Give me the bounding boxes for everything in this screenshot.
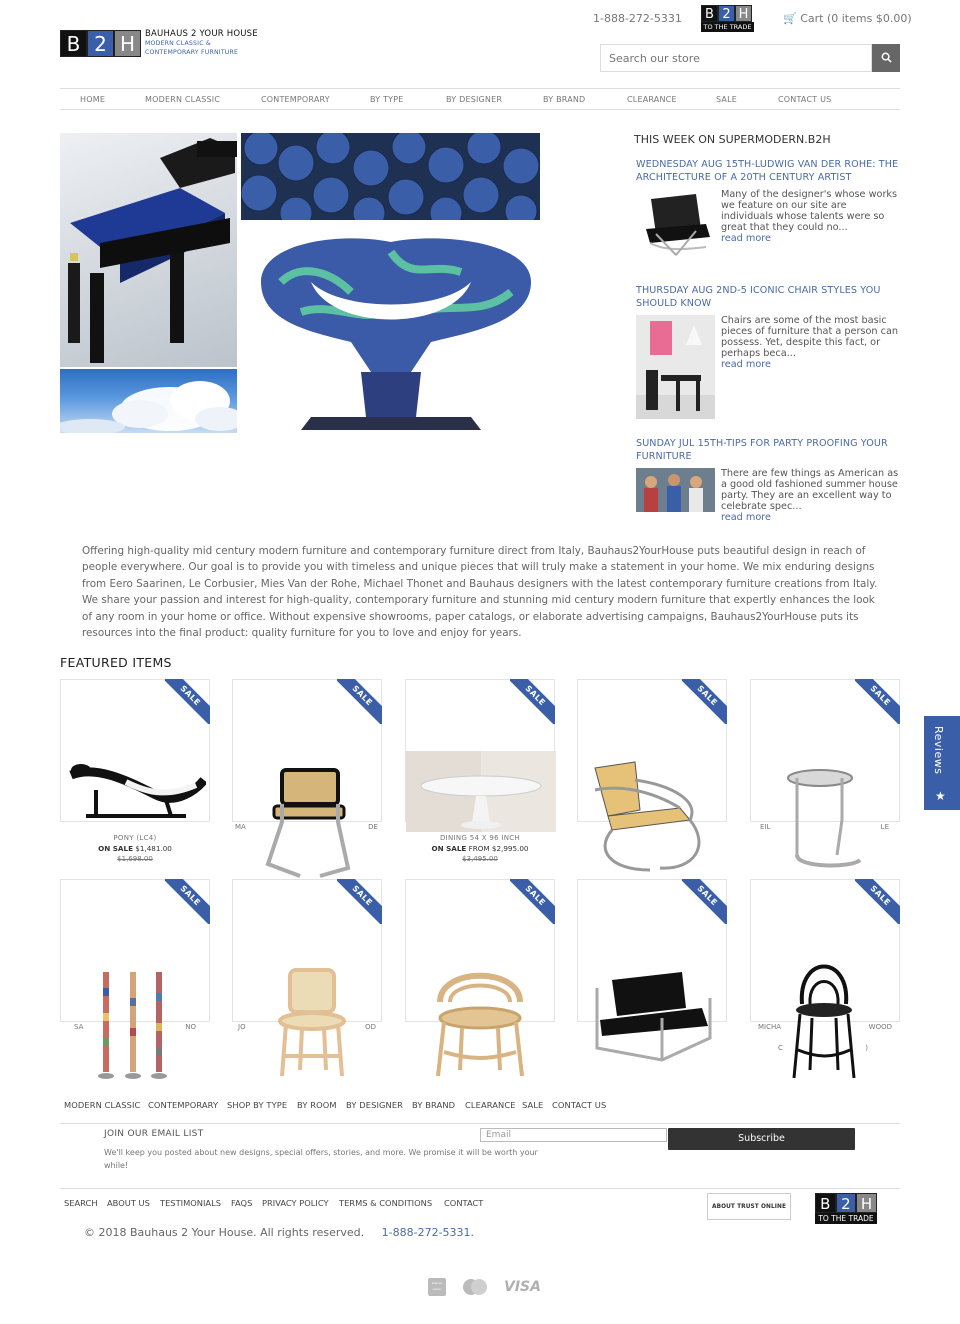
- nav-by-designer[interactable]: BY DESIGNER: [446, 95, 503, 104]
- footer-nav-shop-by-type[interactable]: SHOP BY TYPE: [227, 1100, 288, 1110]
- blog-post: [636, 437, 901, 523]
- footer-nav-sale[interactable]: SALE: [522, 1100, 544, 1110]
- blog-post-title[interactable]: SUNDAY JUL 15TH-TIPS FOR PARTY PROOFING YOUR FURNITURE: [636, 438, 888, 462]
- payment-methods: [428, 1278, 557, 1296]
- product-image-adjustable-table: [782, 760, 864, 870]
- cart-link[interactable]: [783, 12, 912, 25]
- nav-sale[interactable]: SALE: [716, 95, 738, 104]
- hero-image-blueberries[interactable]: [241, 133, 540, 220]
- product-image-cesca-chair: [260, 764, 355, 880]
- trade-logo[interactable]: [701, 5, 754, 32]
- star-icon: ★: [935, 789, 946, 803]
- footer-link-about-us[interactable]: ABOUT US: [107, 1198, 150, 1208]
- email-list-description: We'll keep you posted about new designs, special offers, stories, and more. We promise it will be worth your while!: [104, 1148, 538, 1170]
- original-price: $1,698.00: [117, 855, 153, 863]
- product-image-mr-armchair: [590, 760, 710, 875]
- product-image-thonet-armchair: [430, 962, 530, 1080]
- product-card[interactable]: [60, 679, 210, 822]
- product-name-partial-left: MA: [235, 823, 246, 831]
- product-name-partial-left: MICHA: [758, 1023, 782, 1031]
- footer-nav-by-brand[interactable]: BY BRAND: [412, 1100, 456, 1110]
- divider: [60, 1188, 900, 1189]
- blog-post-title[interactable]: WEDNESDAY AUG 15TH-LUDWIG VAN DER ROHE: THE ARCHITECTURE OF A 20TH CENTURY ARTIST: [636, 159, 899, 183]
- mastercard-icon: [462, 1278, 488, 1296]
- nav-modern-classic[interactable]: MODERN CLASSIC: [145, 95, 221, 104]
- logo-text: [145, 30, 258, 57]
- footer-link-privacy-policy[interactable]: PRIVACY POLICY: [262, 1198, 329, 1208]
- about-paragraph: Offering high-quality mid century modern furniture and contemporary furniture direct from Italy, Bauhaus2YourHouse puts beautiful design in reach of people everywhere. Our goal is to provide you with timeless and unique pieces that will truly make a statement in your home. We mix enduring designs from Eero Saarinen, Le Corbusier, Mies Van der Rohe, Michael Thonet and Bauhaus designers with the latest contemporary furniture creations from Italy. We share your passion and interest for high-quality, contemporary furniture and stunning mid century modern furniture that expertly enhances the look of any room in your home or office. Without expensive showrooms, paper catalogs, or elaborate advertising campaigns, Bauhaus2YourHouse puts its resources into the final product: quality furniture for you to love and enjoy for years.: [82, 545, 878, 640]
- sale-price: $1,481.00: [135, 844, 172, 853]
- product-name-partial-right: WOOD: [868, 1023, 892, 1031]
- site-logo[interactable]: [60, 30, 258, 57]
- footer-phone[interactable]: 1-888-272-5331.: [381, 1226, 475, 1239]
- nav-clearance[interactable]: CLEARANCE: [627, 95, 677, 104]
- footer-trade-logo-b: B: [815, 1193, 836, 1213]
- sale-badge: SALE: [510, 679, 555, 724]
- footer-link-search[interactable]: SEARCH: [64, 1198, 98, 1208]
- nav-by-type[interactable]: BY TYPE: [370, 95, 404, 104]
- header-phone[interactable]: 1-888-272-5331: [593, 12, 682, 25]
- sale-price: FROM $2,995.00: [468, 844, 529, 853]
- on-sale-label: ON SALE: [431, 844, 467, 853]
- amex-icon: AMERICAN EXPRESS: [428, 1278, 446, 1296]
- trade-logo-2: 2: [718, 5, 735, 22]
- sale-badge: SALE: [682, 679, 727, 724]
- logo-line2: MODERN CLASSIC &: [145, 40, 211, 47]
- footer-trade-logo-2: 2: [836, 1193, 857, 1213]
- product-name-partial-right: LE: [880, 823, 889, 831]
- logo-letter-b: B: [60, 30, 87, 57]
- product-name[interactable]: PONY (LC4): [113, 834, 157, 842]
- subscribe-button[interactable]: Subscribe: [668, 1128, 855, 1150]
- sale-badge: SALE: [682, 879, 727, 924]
- product-image-tulip-table: [406, 751, 556, 832]
- search-bar: [600, 44, 900, 72]
- product-image-wassily-chair: [592, 968, 714, 1064]
- footer-nav-contact-us[interactable]: CONTACT US: [552, 1100, 607, 1110]
- product-price: [405, 844, 555, 853]
- blog-post-title[interactable]: THURSDAY AUG 2ND-5 ICONIC CHAIR STYLES YOU SHOULD KNOW: [636, 285, 881, 309]
- product-image-bentwood-cane-chair: [272, 966, 352, 1080]
- search-input[interactable]: [600, 44, 872, 72]
- product-price-partial-right: ): [865, 1044, 868, 1052]
- product-name-partial-left: SA: [74, 1023, 84, 1031]
- main-nav: [60, 88, 900, 110]
- product-name[interactable]: DINING 54 X 96 INCH: [439, 834, 521, 842]
- logo-line1: BAUHAUS 2 YOUR HOUSE: [145, 29, 258, 39]
- sale-badge: SALE: [855, 879, 900, 924]
- footer-nav-clearance[interactable]: CLEARANCE: [465, 1100, 516, 1110]
- visa-icon: VISA: [504, 1279, 541, 1295]
- hero-image-red-blue-chair[interactable]: [60, 133, 237, 367]
- hero-image-clouds[interactable]: [60, 369, 237, 433]
- sale-badge: SALE: [337, 879, 382, 924]
- footer-nav-contemporary[interactable]: CONTEMPORARY: [148, 1100, 219, 1110]
- product-image: [66, 750, 206, 820]
- blog-post-excerpt: Chairs are some of the most basic pieces of furniture that a person can possess. Yet, despite this fact, or perhaps beca...: [721, 315, 899, 359]
- cart-label: Cart (0 items $0.00): [800, 12, 912, 25]
- nav-home[interactable]: HOME: [80, 95, 106, 104]
- cart-icon: 🛒: [783, 12, 797, 25]
- reviews-tab[interactable]: [924, 716, 960, 810]
- search-icon: [881, 52, 892, 63]
- blog-post-thumbnail[interactable]: [636, 468, 715, 516]
- blog-post-excerpt: Many of the designer's whose works we feature on our site are individuals whose talents were so great that they could no...: [721, 189, 898, 233]
- read-more-link[interactable]: read more: [721, 233, 771, 244]
- blog-post: [636, 284, 901, 370]
- divider: [60, 1123, 900, 1124]
- sale-badge: SALE: [855, 679, 900, 724]
- trade-logo-b: B: [701, 5, 718, 22]
- product-name-partial-right: DE: [368, 823, 378, 831]
- original-price: $3,495.00: [462, 855, 498, 863]
- logo-line3: CONTEMPORARY FURNITURE: [145, 49, 239, 56]
- search-button[interactable]: [872, 44, 900, 72]
- copyright-text: © 2018 Bauhaus 2 Your House. All rights reserved.: [84, 1226, 365, 1239]
- logo-letter-2: 2: [87, 30, 114, 57]
- featured-items-title: FEATURED ITEMS: [60, 655, 172, 670]
- footer-link-testimonials[interactable]: TESTIMONIALS: [160, 1198, 221, 1208]
- nav-contact-us[interactable]: CONTACT US: [778, 95, 832, 104]
- product-price: [60, 844, 210, 853]
- trade-logo-tag: TO THE TRADE: [701, 22, 754, 32]
- footer-nav-by-room[interactable]: BY ROOM: [297, 1100, 337, 1110]
- product-name-partial-left: JO: [238, 1023, 246, 1031]
- product-name-partial-left: EIL: [760, 823, 771, 831]
- footer-trade-logo-tag: TO THE TRADE: [815, 1213, 877, 1224]
- footer-trade-logo-h: H: [856, 1193, 877, 1213]
- footer-link-faqs[interactable]: FAQS: [231, 1198, 253, 1208]
- footer-nav-by-designer[interactable]: BY DESIGNER: [346, 1100, 404, 1110]
- product-image-bookshelf-tower: [97, 968, 172, 1081]
- blog-post-thumbnail[interactable]: [636, 189, 715, 263]
- sale-badge: SALE: [337, 679, 382, 724]
- on-sale-label: ON SALE: [98, 844, 133, 853]
- email-input[interactable]: Email: [480, 1128, 667, 1142]
- product-price-partial-left: C: [778, 1044, 783, 1052]
- product-name-partial-right: OD: [365, 1023, 376, 1031]
- hero-image-ribbon-chair[interactable]: [241, 222, 540, 433]
- blog-heading: THIS WEEK ON SUPERMODERN.B2H: [634, 133, 831, 146]
- footer-link-contact[interactable]: CONTACT: [444, 1198, 484, 1208]
- nav-contemporary[interactable]: CONTEMPORARY: [261, 95, 330, 104]
- read-more-link[interactable]: read more: [721, 359, 771, 370]
- read-more-link[interactable]: read more: [721, 512, 771, 523]
- sale-badge: SALE: [165, 879, 210, 924]
- footer-trade-logo[interactable]: [815, 1193, 877, 1224]
- sale-badge: SALE: [165, 679, 210, 724]
- footer-link-terms[interactable]: TERMS & CONDITIONS: [339, 1198, 433, 1208]
- blog-post-excerpt: There are few things as American as a good old fashioned summer house party. They are an excellent way to celebrate spec...: [721, 468, 899, 512]
- product-image-thonet-14-chair: [788, 954, 860, 1082]
- footer-nav-modern-classic[interactable]: MODERN CLASSIC: [64, 1100, 141, 1110]
- copyright: [84, 1226, 474, 1239]
- sale-badge: SALE: [510, 879, 555, 924]
- email-list-title: JOIN OUR EMAIL LIST: [104, 1129, 204, 1139]
- nav-by-brand[interactable]: BY BRAND: [543, 95, 586, 104]
- logo-letter-h: H: [114, 30, 141, 57]
- product-name-partial-right: NO: [185, 1023, 196, 1031]
- trade-logo-h: H: [735, 5, 752, 22]
- blog-post: [636, 158, 901, 244]
- trust-online-badge[interactable]: ABOUT TRUST ONLINE: [707, 1193, 791, 1220]
- reviews-tab-label: Reviews: [932, 726, 945, 775]
- blog-post-thumbnail[interactable]: [636, 315, 715, 423]
- product-card[interactable]: [405, 679, 555, 822]
